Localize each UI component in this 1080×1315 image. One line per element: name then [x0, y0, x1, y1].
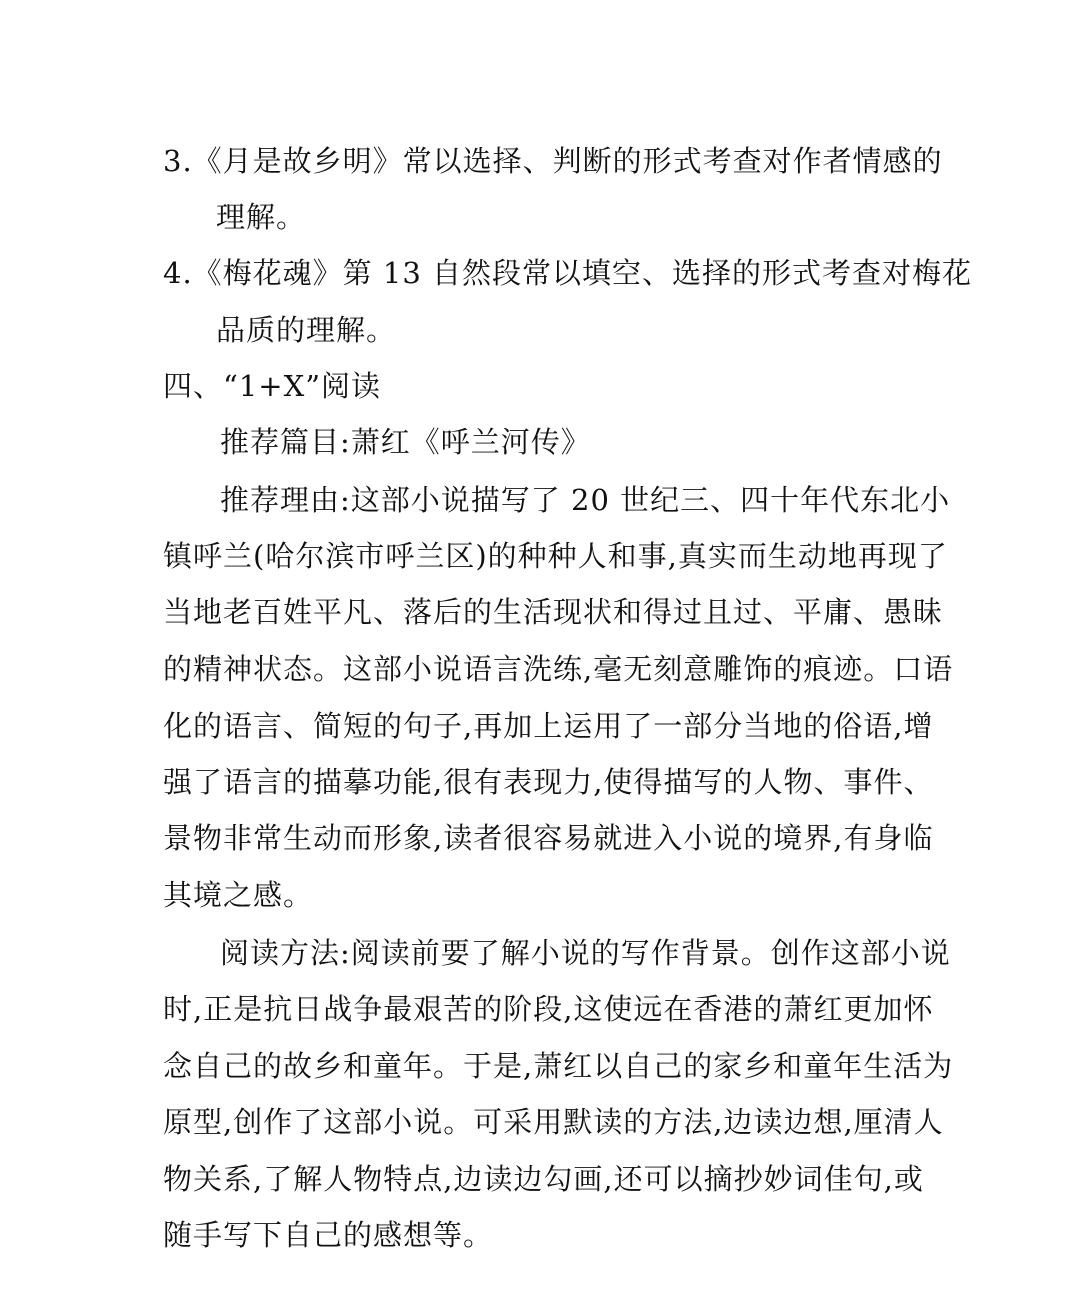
method-line: 阅读方法:阅读前要了解小说的写作背景。创作这部小说 [220, 936, 951, 970]
reason-line: 当地老百姓平凡、落后的生活现状和得过且过、平庸、愚昧 [163, 595, 944, 629]
section-heading: 四、“1+X”阅读 [163, 369, 382, 403]
list-item-4-line-2: 品质的理解。 [216, 313, 397, 347]
list-item-3-line-2: 理解。 [216, 200, 307, 234]
reason-line: 推荐理由:这部小说描写了 20 世纪三、四十年代东北小 [220, 483, 951, 517]
recommended-title: 推荐篇目:萧红《呼兰河传》 [220, 425, 591, 459]
method-line: 念自己的故乡和童年。于是,萧红以自己的家乡和童年生活为 [163, 1049, 954, 1083]
reason-line: 的精神状态。这部小说语言洗练,毫无刻意雕饰的痕迹。口语 [163, 652, 954, 686]
reason-line: 其境之感。 [163, 878, 314, 912]
list-item-3-line-1: 3.《月是故乡明》常以选择、判断的形式考查对作者情感的 [163, 144, 943, 178]
list-item-4-line-1: 4.《梅花魂》第 13 自然段常以填空、选择的形式考查对梅花 [163, 256, 973, 290]
reason-line: 镇呼兰(哈尔滨市呼兰区)的种种人和事,真实而生动地再现了 [163, 539, 948, 573]
method-line: 时,正是抗日战争最艰苦的阶段,这使远在香港的萧红更加怀 [163, 992, 934, 1026]
method-line: 原型,创作了这部小说。可采用默读的方法,边读边想,厘清人 [163, 1105, 944, 1139]
reason-line: 化的语言、简短的句子,再加上运用了一部分当地的俗语,增 [163, 709, 934, 743]
reason-line: 强了语言的描摹功能,很有表现力,使得描写的人物、事件、 [163, 765, 934, 799]
method-line: 物关系,了解人物特点,边读边勾画,还可以摘抄妙词佳句,或 [163, 1162, 924, 1196]
reason-line: 景物非常生动而形象,读者很容易就进入小说的境界,有身临 [163, 821, 934, 855]
method-line: 随手写下自己的感想等。 [163, 1218, 494, 1252]
